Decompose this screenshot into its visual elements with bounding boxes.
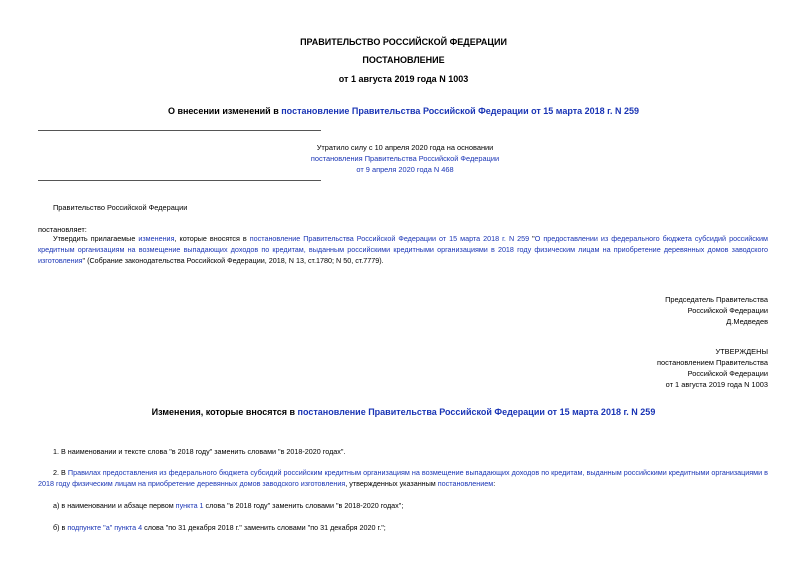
item2-text-b: , утвержденных указанным: [345, 479, 438, 488]
approved-block: [657, 346, 768, 390]
p1-text-d: " (Собрание законодательства Российской Федерации, 2018, N 13, ст.1780; N 50, ст.7779).: [82, 256, 384, 265]
status-link-decree-468-date[interactable]: от 9 апреля 2020 года N 468: [356, 165, 454, 174]
divider-top: [38, 130, 321, 131]
item-a-text-2: слова "в 2018 году" заменить словами "в 2018-2020 годах";: [203, 501, 404, 510]
approved-by: постановлением Правительства: [657, 358, 768, 367]
doc-title: [0, 106, 807, 116]
p1-text-b: , которые вносятся в: [174, 234, 250, 243]
p1-text-a: Утвердить прилагаемые: [53, 234, 139, 243]
signature-name: Д.Медведев: [726, 317, 768, 326]
item2-text-a: 2. В: [53, 468, 68, 477]
decides-text: постановляет:: [38, 225, 87, 234]
changes-title-prefix: Изменения, которые вносятся в: [151, 407, 298, 417]
item-b-text-3: слова "по 31 декабря 2018 г." заменить словами "по 31 декабря 2020 г.";: [142, 523, 386, 532]
link-rules[interactable]: Правилах предоставления из федерального бюджета субсидий российским кредитным организациям на возмещение выпадающих доходов по кредитам, выданным российскими кредитными организациями в 2018 году физическим лицам на приобретение деревянных домов заводского изготовления: [38, 468, 768, 488]
signature-org: Российской Федерации: [687, 306, 768, 315]
status-note-line: Утратило силу с 10 апреля 2020 года на основании: [316, 143, 494, 152]
link-subpoint-a[interactable]: подпункте "а": [67, 523, 113, 532]
change-item-2: [38, 467, 768, 489]
item-b-text-1: б) в: [53, 523, 68, 532]
status-link-decree-468[interactable]: постановления Правительства Российской Федерации: [310, 154, 500, 163]
changes-title-link[interactable]: постановление Правительства Российской Федерации от 15 марта 2018 г. N 259: [297, 407, 656, 417]
government-heading: ПРАВИТЕЛЬСТВО РОССИЙСКОЙ ФЕДЕРАЦИИ: [300, 37, 507, 47]
approved-heading: УТВЕРЖДЕНЫ: [715, 347, 768, 356]
issuer-text: Правительство Российской Федерации: [53, 203, 188, 212]
change-item-1: 1. В наименовании и тексте слова "в 2018 году" заменить словами "в 2018-2020 годах".: [53, 447, 346, 456]
link-point-4[interactable]: пункта 4: [114, 523, 143, 532]
p1-text-c: ": [529, 234, 535, 243]
link-changes[interactable]: изменения: [138, 234, 175, 243]
doc-title-prefix: О внесении изменений в: [167, 106, 282, 116]
main-paragraph: [38, 233, 768, 266]
changes-title: [0, 407, 807, 417]
link-decree[interactable]: постановлением: [437, 479, 494, 488]
approved-date: от 1 августа 2019 года N 1003: [665, 380, 768, 389]
signature-block: [665, 294, 768, 327]
link-point-1[interactable]: пункта 1: [175, 501, 204, 510]
doc-date-number: от 1 августа 2019 года N 1003: [338, 74, 469, 84]
item2-text-c: :: [493, 479, 496, 488]
divider-bottom: [38, 180, 321, 181]
link-decree-title[interactable]: О предоставлении из федерального бюджета субсидий российским кредитным организациям на возмещение выпадающих доходов по кредитам, выданным российскими кредитными организациями в 2018 году физическим лицам на приобретение деревянных домов заводского изготовления: [38, 234, 768, 265]
title-link-decree-259[interactable]: постановление Правительства Российской Федерации от 15 марта 2018 г. N 259: [281, 106, 640, 116]
link-decree-259[interactable]: постановление Правительства Российской Федерации от 15 марта 2018 г. N 259: [249, 234, 530, 243]
status-note: [301, 142, 509, 175]
item-a-text-1: а) в наименовании и абзаце первом: [53, 501, 176, 510]
change-item-b: [38, 522, 768, 533]
doc-type-heading: ПОСТАНОВЛЕНИЕ: [362, 55, 445, 65]
change-item-a: [38, 500, 768, 511]
approved-org: Российской Федерации: [687, 369, 768, 378]
signature-position: Председатель Правительства: [665, 295, 768, 304]
